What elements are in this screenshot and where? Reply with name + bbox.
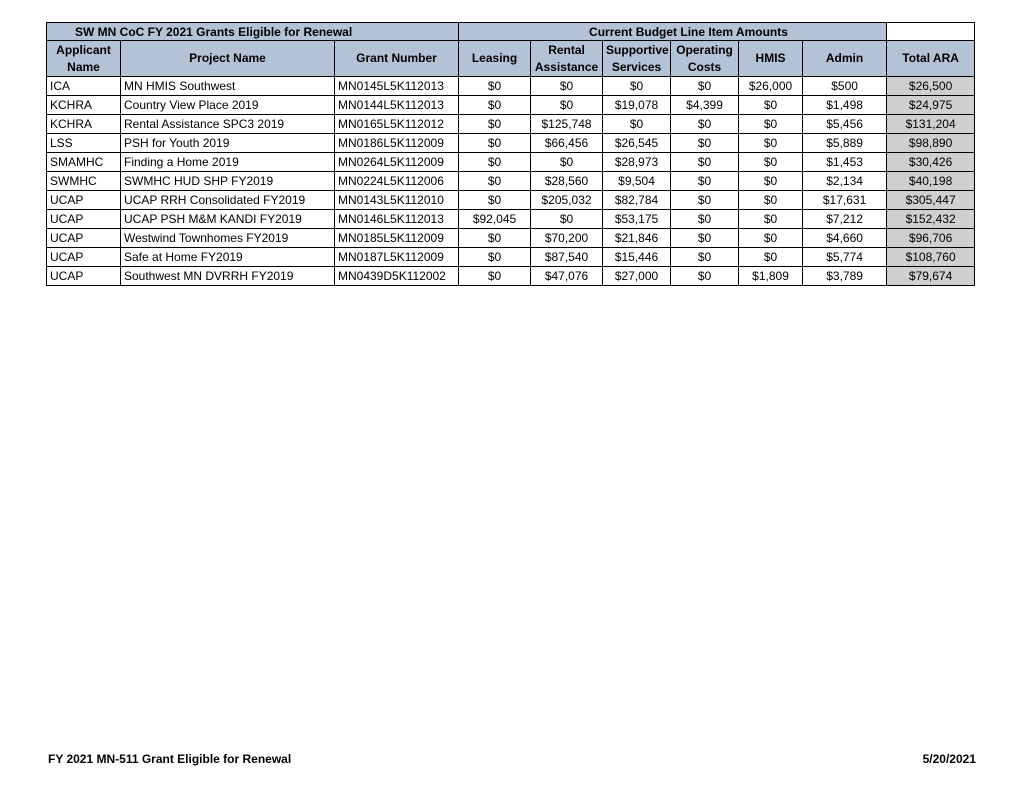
cell-supportive: $0 xyxy=(603,115,671,134)
cell-project: SWMHC HUD SHP FY2019 xyxy=(121,172,335,191)
cell-admin: $4,660 xyxy=(803,229,887,248)
cell-grant: MN0185L5K112009 xyxy=(335,229,459,248)
cell-operating: $0 xyxy=(671,115,739,134)
cell-operating: $0 xyxy=(671,77,739,96)
cell-rental: $0 xyxy=(531,210,603,229)
cell-total: $40,198 xyxy=(887,172,975,191)
cell-supportive: $19,078 xyxy=(603,96,671,115)
footer-date: 5/20/2021 xyxy=(922,752,976,766)
cell-supportive: $26,545 xyxy=(603,134,671,153)
cell-leasing: $0 xyxy=(459,134,531,153)
cell-project: UCAP RRH Consolidated FY2019 xyxy=(121,191,335,210)
table-row xyxy=(47,248,975,267)
cell-leasing: $0 xyxy=(459,191,531,210)
cell-rental: $205,032 xyxy=(531,191,603,210)
cell-applicant: ICA xyxy=(47,77,121,96)
cell-grant: MN0146L5K112013 xyxy=(335,210,459,229)
cell-hmis: $0 xyxy=(739,172,803,191)
cell-leasing: $0 xyxy=(459,96,531,115)
cell-leasing: $0 xyxy=(459,267,531,286)
footer-document-title: FY 2021 MN-511 Grant Eligible for Renewal xyxy=(48,752,292,766)
cell-project: Safe at Home FY2019 xyxy=(121,248,335,267)
budget-section-title: Current Budget Line Item Amounts xyxy=(459,23,887,41)
cell-rental: $0 xyxy=(531,153,603,172)
cell-supportive: $27,000 xyxy=(603,267,671,286)
cell-grant: MN0186L5K112009 xyxy=(335,134,459,153)
cell-rental: $47,076 xyxy=(531,267,603,286)
col-header-project: Project Name xyxy=(121,41,335,77)
cell-supportive: $15,446 xyxy=(603,248,671,267)
cell-grant: MN0144L5K112013 xyxy=(335,96,459,115)
grants-table xyxy=(46,22,975,286)
cell-supportive: $21,846 xyxy=(603,229,671,248)
cell-operating: $0 xyxy=(671,210,739,229)
cell-applicant: UCAP xyxy=(47,248,121,267)
cell-supportive: $0 xyxy=(603,77,671,96)
table-row xyxy=(47,172,975,191)
table-row xyxy=(47,77,975,96)
cell-hmis: $0 xyxy=(739,248,803,267)
cell-rental: $87,540 xyxy=(531,248,603,267)
col-header-applicant: Applicant Name xyxy=(47,41,121,77)
cell-rental: $66,456 xyxy=(531,134,603,153)
cell-hmis: $0 xyxy=(739,229,803,248)
cell-operating: $0 xyxy=(671,267,739,286)
cell-total: $108,760 xyxy=(887,248,975,267)
cell-supportive: $9,504 xyxy=(603,172,671,191)
table-row xyxy=(47,153,975,172)
cell-operating: $0 xyxy=(671,153,739,172)
cell-grant: MN0143L5K112010 xyxy=(335,191,459,210)
cell-rental: $28,560 xyxy=(531,172,603,191)
cell-hmis: $1,809 xyxy=(739,267,803,286)
cell-leasing: $92,045 xyxy=(459,210,531,229)
cell-applicant: KCHRA xyxy=(47,96,121,115)
col-header-admin: Admin xyxy=(803,41,887,77)
table-row xyxy=(47,96,975,115)
cell-admin: $2,134 xyxy=(803,172,887,191)
table-row xyxy=(47,229,975,248)
table-title-row xyxy=(47,23,975,41)
cell-project: Rental Assistance SPC3 2019 xyxy=(121,115,335,134)
col-header-total: Total ARA xyxy=(887,41,975,77)
cell-operating: $0 xyxy=(671,229,739,248)
cell-grant: MN0264L5K112009 xyxy=(335,153,459,172)
cell-applicant: UCAP xyxy=(47,229,121,248)
col-header-rental: Rental Assistance xyxy=(531,41,603,77)
cell-rental: $0 xyxy=(531,77,603,96)
cell-admin: $7,212 xyxy=(803,210,887,229)
cell-applicant: UCAP xyxy=(47,210,121,229)
col-header-supportive: Supportive Services xyxy=(603,41,671,77)
cell-leasing: $0 xyxy=(459,77,531,96)
cell-admin: $500 xyxy=(803,77,887,96)
cell-project: Country View Place 2019 xyxy=(121,96,335,115)
cell-rental: $0 xyxy=(531,96,603,115)
blank-cell xyxy=(887,23,975,41)
cell-project: Finding a Home 2019 xyxy=(121,153,335,172)
cell-project: Westwind Townhomes FY2019 xyxy=(121,229,335,248)
cell-project: Southwest MN DVRRH FY2019 xyxy=(121,267,335,286)
cell-project: MN HMIS Southwest xyxy=(121,77,335,96)
cell-total: $131,204 xyxy=(887,115,975,134)
cell-applicant: SMAMHC xyxy=(47,153,121,172)
cell-admin: $5,889 xyxy=(803,134,887,153)
cell-admin: $1,453 xyxy=(803,153,887,172)
cell-project: PSH for Youth 2019 xyxy=(121,134,335,153)
cell-applicant: SWMHC xyxy=(47,172,121,191)
cell-supportive: $82,784 xyxy=(603,191,671,210)
cell-admin: $5,774 xyxy=(803,248,887,267)
cell-hmis: $0 xyxy=(739,191,803,210)
cell-leasing: $0 xyxy=(459,172,531,191)
cell-admin: $1,498 xyxy=(803,96,887,115)
cell-grant: MN0224L5K112006 xyxy=(335,172,459,191)
cell-hmis: $0 xyxy=(739,96,803,115)
cell-admin: $3,789 xyxy=(803,267,887,286)
table-title: SW MN CoC FY 2021 Grants Eligible for Renewal xyxy=(47,23,459,41)
table-header-row xyxy=(47,41,975,77)
cell-operating: $0 xyxy=(671,134,739,153)
col-header-hmis: HMIS xyxy=(739,41,803,77)
table-row xyxy=(47,267,975,286)
col-header-grant: Grant Number xyxy=(335,41,459,77)
cell-hmis: $0 xyxy=(739,153,803,172)
cell-grant: MN0165L5K112012 xyxy=(335,115,459,134)
cell-rental: $125,748 xyxy=(531,115,603,134)
cell-admin: $5,456 xyxy=(803,115,887,134)
cell-total: $98,890 xyxy=(887,134,975,153)
cell-total: $305,447 xyxy=(887,191,975,210)
table-row xyxy=(47,191,975,210)
cell-operating: $4,399 xyxy=(671,96,739,115)
cell-leasing: $0 xyxy=(459,153,531,172)
table-row xyxy=(47,210,975,229)
cell-operating: $0 xyxy=(671,248,739,267)
table-row xyxy=(47,134,975,153)
cell-leasing: $0 xyxy=(459,248,531,267)
table-row xyxy=(47,115,975,134)
cell-applicant: LSS xyxy=(47,134,121,153)
cell-hmis: $0 xyxy=(739,115,803,134)
cell-hmis: $0 xyxy=(739,134,803,153)
cell-operating: $0 xyxy=(671,172,739,191)
table-body xyxy=(47,77,975,286)
col-header-leasing: Leasing xyxy=(459,41,531,77)
cell-hmis: $0 xyxy=(739,210,803,229)
cell-hmis: $26,000 xyxy=(739,77,803,96)
cell-admin: $17,631 xyxy=(803,191,887,210)
cell-total: $152,432 xyxy=(887,210,975,229)
cell-applicant: UCAP xyxy=(47,267,121,286)
cell-rental: $70,200 xyxy=(531,229,603,248)
cell-grant: MN0145L5K112013 xyxy=(335,77,459,96)
cell-leasing: $0 xyxy=(459,229,531,248)
cell-operating: $0 xyxy=(671,191,739,210)
col-header-operating: Operating Costs xyxy=(671,41,739,77)
cell-applicant: UCAP xyxy=(47,191,121,210)
cell-leasing: $0 xyxy=(459,115,531,134)
cell-total: $96,706 xyxy=(887,229,975,248)
cell-supportive: $53,175 xyxy=(603,210,671,229)
cell-grant: MN0439D5K112002 xyxy=(335,267,459,286)
cell-project: UCAP PSH M&M KANDI FY2019 xyxy=(121,210,335,229)
cell-supportive: $28,973 xyxy=(603,153,671,172)
cell-grant: MN0187L5K112009 xyxy=(335,248,459,267)
cell-total: $30,426 xyxy=(887,153,975,172)
cell-applicant: KCHRA xyxy=(47,115,121,134)
cell-total: $24,975 xyxy=(887,96,975,115)
cell-total: $26,500 xyxy=(887,77,975,96)
cell-total: $79,674 xyxy=(887,267,975,286)
